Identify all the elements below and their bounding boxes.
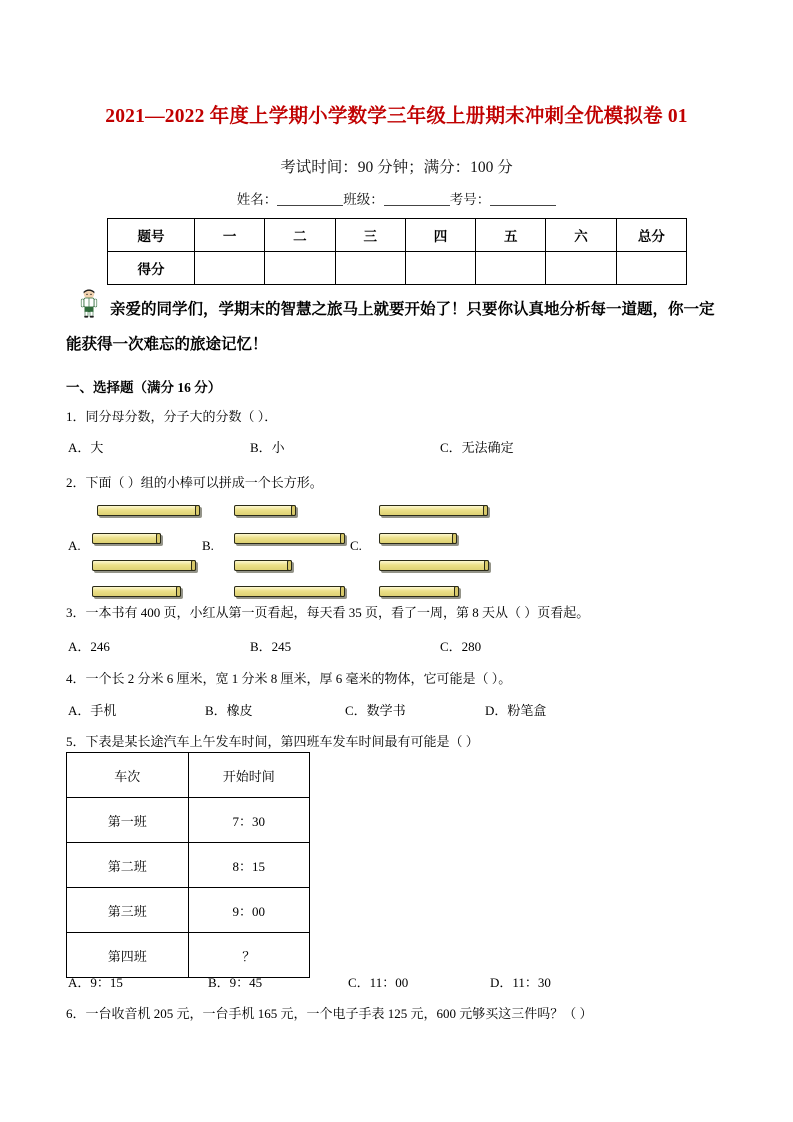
question-5-options [0,972,793,990]
option-5c[interactable]: C．11：00 [348,975,409,990]
table-row [67,933,310,978]
score-table-header-cell: 四 [405,219,475,252]
option-4c[interactable]: C．数学书 [345,703,406,718]
bus-name-cell: 第四班 [67,933,189,978]
stick-group-c-letter: C. [350,538,362,553]
question-2-text: 2．下面（ ）组的小棒可以拼成一个长方形。 [66,475,323,490]
score-table [107,218,687,285]
bus-table-header-cell: 开始时间 [188,753,310,798]
score-cell[interactable] [546,252,616,285]
bus-time-cell: 8：15 [188,843,310,888]
bus-time-cell: ？ [188,933,310,978]
class-label: 班级： [343,192,384,207]
stick-c-4 [379,586,459,597]
stick-b-1 [234,505,296,516]
score-cell[interactable] [335,252,405,285]
name-blank[interactable] [277,192,343,206]
score-table-header-row [108,219,687,252]
score-table-header-cell: 一 [195,219,265,252]
score-table-header-cell: 题号 [108,219,195,252]
score-row-label: 得分 [108,252,195,285]
question-4-text: 4．一个长 2 分米 6 厘米，宽 1 分米 8 厘米，厚 6 毫米的物体，它可能是（ ）。 [66,671,512,686]
question-3-text: 3．一本书有 400 页，小红从第一页看起，每天看 35 页，看了一周，第 8 天从（ ）页看起。 [66,605,590,620]
stick-b-4 [234,586,345,597]
stick-c-2 [379,533,457,544]
option-1c[interactable]: C．无法确定 [440,440,514,455]
bus-name-cell: 第一班 [67,798,189,843]
student-id-line [0,188,793,208]
option-5a[interactable]: A．9：15 [68,975,123,990]
bus-time-cell: 9：00 [188,888,310,933]
option-3a[interactable]: A．246 [68,639,110,654]
table-row [67,888,310,933]
stick-a-1 [97,505,200,516]
name-label: 姓名： [236,192,278,207]
class-blank[interactable] [384,192,450,206]
stick-group-a-letter: A. [68,538,81,553]
exam-meta: 考试时间：90 分钟；满分：100 分 [280,159,513,176]
score-cell[interactable] [476,252,546,285]
stick-c-1 [379,505,488,516]
score-cell[interactable] [265,252,335,285]
option-1b[interactable]: B．小 [250,440,285,455]
option-4d[interactable]: D．粉笔盒 [485,703,547,718]
stick-b-2 [234,533,345,544]
stick-b-3 [234,560,292,571]
stick-a-2 [92,533,161,544]
bus-schedule-table [66,752,310,978]
score-cell[interactable] [405,252,475,285]
option-4b[interactable]: B．橡皮 [205,703,253,718]
table-row [67,843,310,888]
question-6-text: 6．一台收音机 205 元，一台手机 165 元，一个电子手表 125 元，600 元够买这三件吗？（ ） [66,1006,593,1021]
question-1-text: 1．同分母分数，分子大的分数（ ）． [66,409,278,424]
bus-table-header-row [67,753,310,798]
option-1a[interactable]: A．大 [68,440,104,455]
stick-a-3 [92,560,196,571]
question-1-options [0,437,793,455]
page-title: 2021—2022 年度上学期小学数学三年级上册期末冲刺全优模拟卷 01 [105,106,688,127]
question-5-text: 5．下表是某长途汽车上午发车时间，第四班车发车时间最有可能是（ ） [66,734,479,749]
bus-table-header-cell: 车次 [67,753,189,798]
option-5d[interactable]: D．11：30 [490,975,551,990]
score-table-header-cell: 二 [265,219,335,252]
exam-no-blank[interactable] [490,192,556,206]
option-3c[interactable]: C．280 [440,639,482,654]
greeting-text: 亲爱的同学们，学期末的智慧之旅马上就要开始了！只要你认真地分析每一道题，你一定能获得一次难忘的旅途记忆！ [66,301,715,353]
bus-name-cell: 第三班 [67,888,189,933]
bus-time-cell: 7：30 [188,798,310,843]
stick-c-3 [379,560,489,571]
score-table-header-cell: 五 [476,219,546,252]
question-3-options [0,636,793,654]
score-cell[interactable] [195,252,265,285]
exam-no-label: 考号： [449,192,491,207]
bus-name-cell: 第二班 [67,843,189,888]
stick-group-b-letter: B. [202,538,214,553]
score-table-header-cell: 三 [335,219,405,252]
option-3b[interactable]: B．245 [250,639,292,654]
option-5b[interactable]: B．9：45 [208,975,263,990]
table-row [67,798,310,843]
option-4a[interactable]: A．手机 [68,703,117,718]
section-heading-one: 一、选择题（满分 16 分） [66,380,222,395]
stick-a-4 [92,586,181,597]
score-table-score-row [108,252,687,285]
score-table-header-cell: 总分 [616,219,686,252]
score-table-header-cell: 六 [546,219,616,252]
score-cell[interactable] [616,252,686,285]
question-4-options [0,700,793,718]
